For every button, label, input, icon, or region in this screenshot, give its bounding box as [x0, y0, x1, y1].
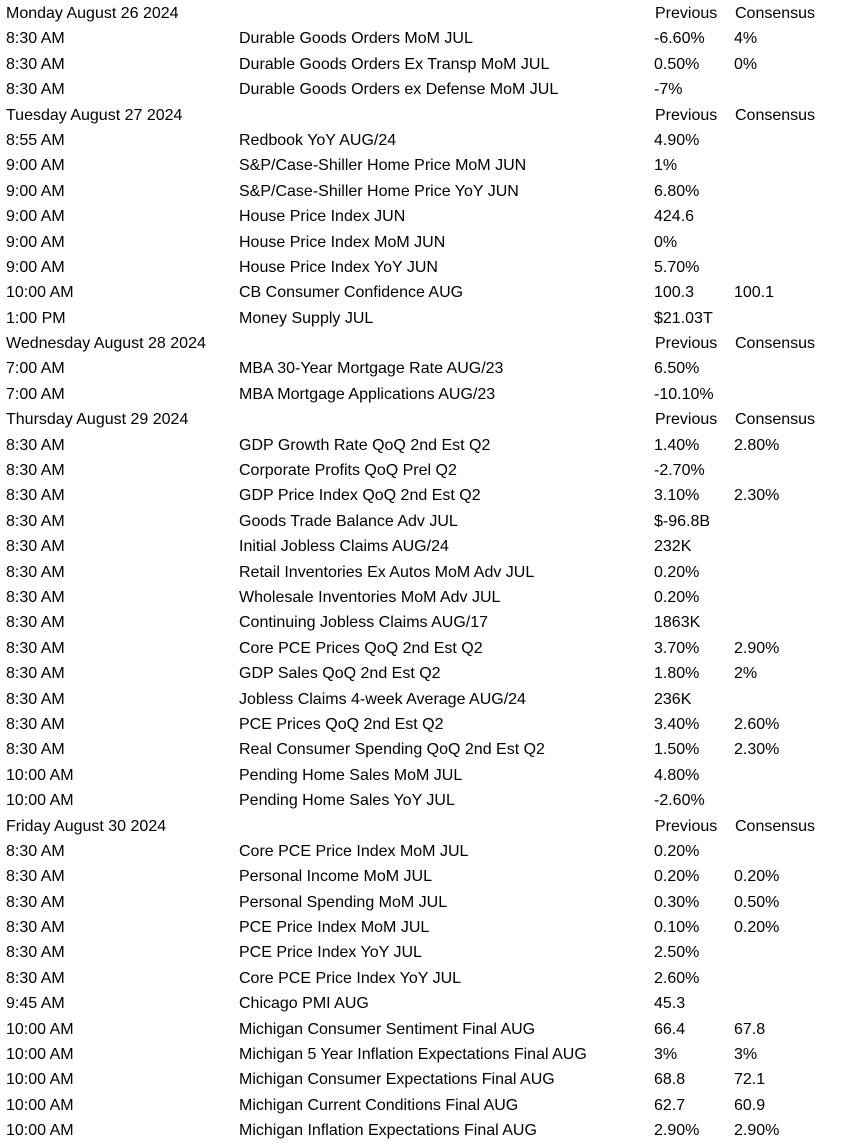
consensus-value: 2.60% [734, 715, 780, 733]
event-time: 10:00 AM [6, 766, 74, 784]
event-time: 8:30 AM [6, 55, 65, 73]
event-time: 8:30 AM [6, 436, 65, 454]
previous-value: 0.50% [654, 55, 700, 73]
consensus-value: 2% [734, 665, 758, 683]
event-time: 9:45 AM [6, 995, 65, 1013]
event-time: 8:30 AM [6, 30, 65, 48]
day-date-label: Friday August 30 2024 [6, 817, 167, 835]
consensus-value: 72.1 [734, 1071, 766, 1089]
event-row [0, 52, 862, 77]
event-time: 8:30 AM [6, 842, 65, 860]
event-name: Michigan Current Conditions Final AUG [239, 1096, 519, 1114]
event-time: 10:00 AM [6, 1096, 74, 1114]
event-name: Michigan Consumer Expectations Final AUG [239, 1071, 555, 1089]
previous-value: $21.03T [654, 309, 713, 327]
event-time: 9:00 AM [6, 233, 65, 251]
event-row [0, 77, 862, 102]
previous-value: 0.20% [654, 563, 700, 581]
event-name: Money Supply JUL [239, 309, 374, 327]
event-name: MBA 30-Year Mortgage Rate AUG/23 [239, 360, 504, 378]
day-header [0, 103, 862, 128]
day-date-label: Thursday August 29 2024 [6, 411, 189, 429]
event-name: S&P/Case-Shiller Home Price YoY JUN [239, 182, 519, 200]
previous-value: 0.20% [654, 842, 700, 860]
event-name: Retail Inventories Ex Autos MoM Adv JUL [239, 563, 535, 581]
event-name: House Price Index YoY JUN [239, 258, 438, 276]
consensus-column-header: Consensus [735, 335, 816, 353]
previous-value: 1.50% [654, 741, 700, 759]
event-time: 8:30 AM [6, 868, 65, 886]
previous-value: 0.10% [654, 919, 700, 937]
consensus-value: 60.9 [734, 1096, 766, 1114]
event-name: Continuing Jobless Claims AUG/17 [239, 614, 489, 632]
event-time: 8:30 AM [6, 741, 65, 759]
previous-value: -2.70% [654, 462, 705, 480]
event-row [0, 915, 862, 940]
event-time: 9:00 AM [6, 208, 65, 226]
event-name: Real Consumer Spending QoQ 2nd Est Q2 [239, 741, 545, 759]
event-row [0, 940, 862, 965]
event-name: Jobless Claims 4-week Average AUG/24 [239, 690, 526, 708]
previous-value: 66.4 [654, 1020, 686, 1038]
event-name: Core PCE Price Index YoY JUL [239, 969, 462, 987]
event-time: 8:55 AM [6, 131, 65, 149]
event-row [0, 966, 862, 991]
event-name: Core PCE Price Index MoM JUL [239, 842, 469, 860]
consensus-value: 2.90% [734, 1122, 780, 1140]
event-time: 8:30 AM [6, 893, 65, 911]
event-time: 7:00 AM [6, 360, 65, 378]
event-time: 10:00 AM [6, 1020, 74, 1038]
event-time: 8:30 AM [6, 919, 65, 937]
event-name: GDP Price Index QoQ 2nd Est Q2 [239, 487, 481, 505]
previous-value: -7% [654, 81, 683, 99]
previous-value: 68.8 [654, 1071, 686, 1089]
previous-value: 232K [654, 538, 692, 556]
event-name: CB Consumer Confidence AUG [239, 284, 464, 302]
event-time: 8:30 AM [6, 462, 65, 480]
event-time: 8:30 AM [6, 538, 65, 556]
event-time: 8:30 AM [6, 969, 65, 987]
event-name: House Price Index MoM JUN [239, 233, 446, 251]
event-time: 8:30 AM [6, 715, 65, 733]
event-row [0, 153, 862, 178]
event-time: 8:30 AM [6, 588, 65, 606]
event-row [0, 306, 862, 331]
previous-value: 6.80% [654, 182, 700, 200]
event-name: Michigan Inflation Expectations Final AUG [239, 1122, 537, 1140]
previous-value: 2.60% [654, 969, 700, 987]
event-name: House Price Index JUN [239, 208, 406, 226]
event-time: 8:30 AM [6, 563, 65, 581]
event-time: 8:30 AM [6, 690, 65, 708]
consensus-value: 4% [734, 30, 758, 48]
event-name: Personal Spending MoM JUL [239, 893, 448, 911]
event-row [0, 712, 862, 737]
event-time: 9:00 AM [6, 258, 65, 276]
previous-value: 6.50% [654, 360, 700, 378]
event-name: Michigan Consumer Sentiment Final AUG [239, 1020, 536, 1038]
event-row [0, 864, 862, 889]
event-name: S&P/Case-Shiller Home Price MoM JUN [239, 157, 527, 175]
event-name: Corporate Profits QoQ Prel Q2 [239, 462, 457, 480]
event-name: PCE Price Index YoY JUL [239, 944, 422, 962]
consensus-value: 2.80% [734, 436, 780, 454]
event-time: 9:00 AM [6, 182, 65, 200]
previous-column-header: Previous [655, 335, 718, 353]
event-name: Core PCE Prices QoQ 2nd Est Q2 [239, 639, 483, 657]
event-row [0, 1067, 862, 1092]
previous-value: 1.80% [654, 665, 700, 683]
event-row [0, 128, 862, 153]
day-header [0, 814, 862, 839]
event-row [0, 382, 862, 407]
previous-value: -2.60% [654, 792, 705, 810]
previous-value: 4.80% [654, 766, 700, 784]
event-row [0, 280, 862, 305]
event-time: 1:00 PM [6, 309, 66, 327]
previous-value: 5.70% [654, 258, 700, 276]
consensus-value: 2.30% [734, 741, 780, 759]
event-name: MBA Mortgage Applications AUG/23 [239, 385, 496, 403]
event-row [0, 509, 862, 534]
day-header [0, 331, 862, 356]
event-row [0, 458, 862, 483]
event-name: Durable Goods Orders MoM JUL [239, 30, 473, 48]
event-row [0, 737, 862, 762]
event-row [0, 255, 862, 280]
event-time: 9:00 AM [6, 157, 65, 175]
event-row [0, 991, 862, 1016]
event-row [0, 585, 862, 610]
consensus-column-header: Consensus [735, 5, 816, 22]
event-name: Goods Trade Balance Adv JUL [239, 512, 458, 530]
event-row [0, 788, 862, 813]
event-row [0, 26, 862, 51]
consensus-value: 2.90% [734, 639, 780, 657]
event-time: 10:00 AM [6, 1046, 74, 1064]
previous-value: 0.20% [654, 588, 700, 606]
event-name: Durable Goods Orders ex Defense MoM JUL [239, 81, 559, 99]
event-name: Redbook YoY AUG/24 [239, 131, 397, 149]
day-date-label: Monday August 26 2024 [6, 5, 179, 22]
previous-value: 0.20% [654, 868, 700, 886]
event-time: 10:00 AM [6, 284, 74, 302]
event-time: 8:30 AM [6, 512, 65, 530]
event-row [0, 763, 862, 788]
event-row [0, 179, 862, 204]
day-header [0, 407, 862, 432]
event-row [0, 890, 862, 915]
event-name: Wholesale Inventories MoM Adv JUL [239, 588, 501, 606]
previous-value: 62.7 [654, 1096, 686, 1114]
consensus-value: 0.20% [734, 919, 780, 937]
event-name: Chicago PMI AUG [239, 995, 369, 1013]
previous-value: 2.90% [654, 1122, 700, 1140]
event-row [0, 534, 862, 559]
event-row [0, 356, 862, 381]
event-time: 8:30 AM [6, 944, 65, 962]
consensus-value: 0% [734, 55, 758, 73]
event-name: Durable Goods Orders Ex Transp MoM JUL [239, 55, 550, 73]
previous-value: 3% [654, 1046, 678, 1064]
event-row [0, 204, 862, 229]
previous-value: 0.30% [654, 893, 700, 911]
previous-column-header: Previous [655, 817, 718, 835]
event-time: 8:30 AM [6, 639, 65, 657]
previous-column-header: Previous [655, 411, 718, 429]
event-time: 10:00 AM [6, 792, 74, 810]
event-name: PCE Prices QoQ 2nd Est Q2 [239, 715, 444, 733]
previous-value: 45.3 [654, 995, 686, 1013]
event-time: 8:30 AM [6, 81, 65, 99]
event-row [0, 687, 862, 712]
day-header [0, 1, 862, 26]
event-row [0, 610, 862, 635]
consensus-value: 3% [734, 1046, 758, 1064]
previous-value: -10.10% [654, 385, 714, 403]
previous-value: 1863K [654, 614, 701, 632]
previous-value: 3.40% [654, 715, 700, 733]
previous-value: 4.90% [654, 131, 700, 149]
previous-value: 3.70% [654, 639, 700, 657]
consensus-value: 67.8 [734, 1020, 766, 1038]
event-row [0, 1093, 862, 1118]
event-row [0, 1017, 862, 1042]
event-name: Pending Home Sales MoM JUL [239, 766, 463, 784]
consensus-value: 0.20% [734, 868, 780, 886]
consensus-column-header: Consensus [735, 817, 816, 835]
previous-value: 1.40% [654, 436, 700, 454]
event-name: Initial Jobless Claims AUG/24 [239, 538, 449, 556]
previous-value: 0% [654, 233, 678, 251]
event-name: Personal Income MoM JUL [239, 868, 432, 886]
day-date-label: Wednesday August 28 2024 [6, 335, 206, 353]
event-row [0, 483, 862, 508]
consensus-column-header: Consensus [735, 411, 816, 429]
event-row [0, 230, 862, 255]
event-name: PCE Price Index MoM JUL [239, 919, 430, 937]
event-time: 10:00 AM [6, 1071, 74, 1089]
consensus-value: 2.30% [734, 487, 780, 505]
day-date-label: Tuesday August 27 2024 [6, 106, 183, 124]
event-row [0, 1042, 862, 1067]
previous-value: $-96.8B [654, 512, 711, 530]
previous-value: 1% [654, 157, 678, 175]
event-row [0, 661, 862, 686]
event-name: Michigan 5 Year Inflation Expectations Final AUG [239, 1046, 587, 1064]
event-name: GDP Sales QoQ 2nd Est Q2 [239, 665, 441, 683]
previous-value: -6.60% [654, 30, 705, 48]
event-time: 8:30 AM [6, 614, 65, 632]
event-time: 8:30 AM [6, 487, 65, 505]
previous-column-header: Previous [655, 5, 718, 22]
event-row [0, 636, 862, 661]
consensus-value: 0.50% [734, 893, 780, 911]
previous-value: 236K [654, 690, 692, 708]
previous-value: 100.3 [654, 284, 695, 302]
consensus-value: 100.1 [734, 284, 775, 302]
event-time: 7:00 AM [6, 385, 65, 403]
event-row [0, 1118, 862, 1143]
event-row [0, 433, 862, 458]
event-time: 10:00 AM [6, 1122, 74, 1140]
event-name: GDP Growth Rate QoQ 2nd Est Q2 [239, 436, 491, 454]
previous-value: 424.6 [654, 208, 695, 226]
event-row [0, 839, 862, 864]
previous-value: 3.10% [654, 487, 700, 505]
previous-column-header: Previous [655, 106, 718, 124]
previous-value: 2.50% [654, 944, 700, 962]
event-time: 8:30 AM [6, 665, 65, 683]
event-row [0, 560, 862, 585]
consensus-column-header: Consensus [735, 106, 816, 124]
event-name: Pending Home Sales YoY JUL [239, 792, 455, 810]
